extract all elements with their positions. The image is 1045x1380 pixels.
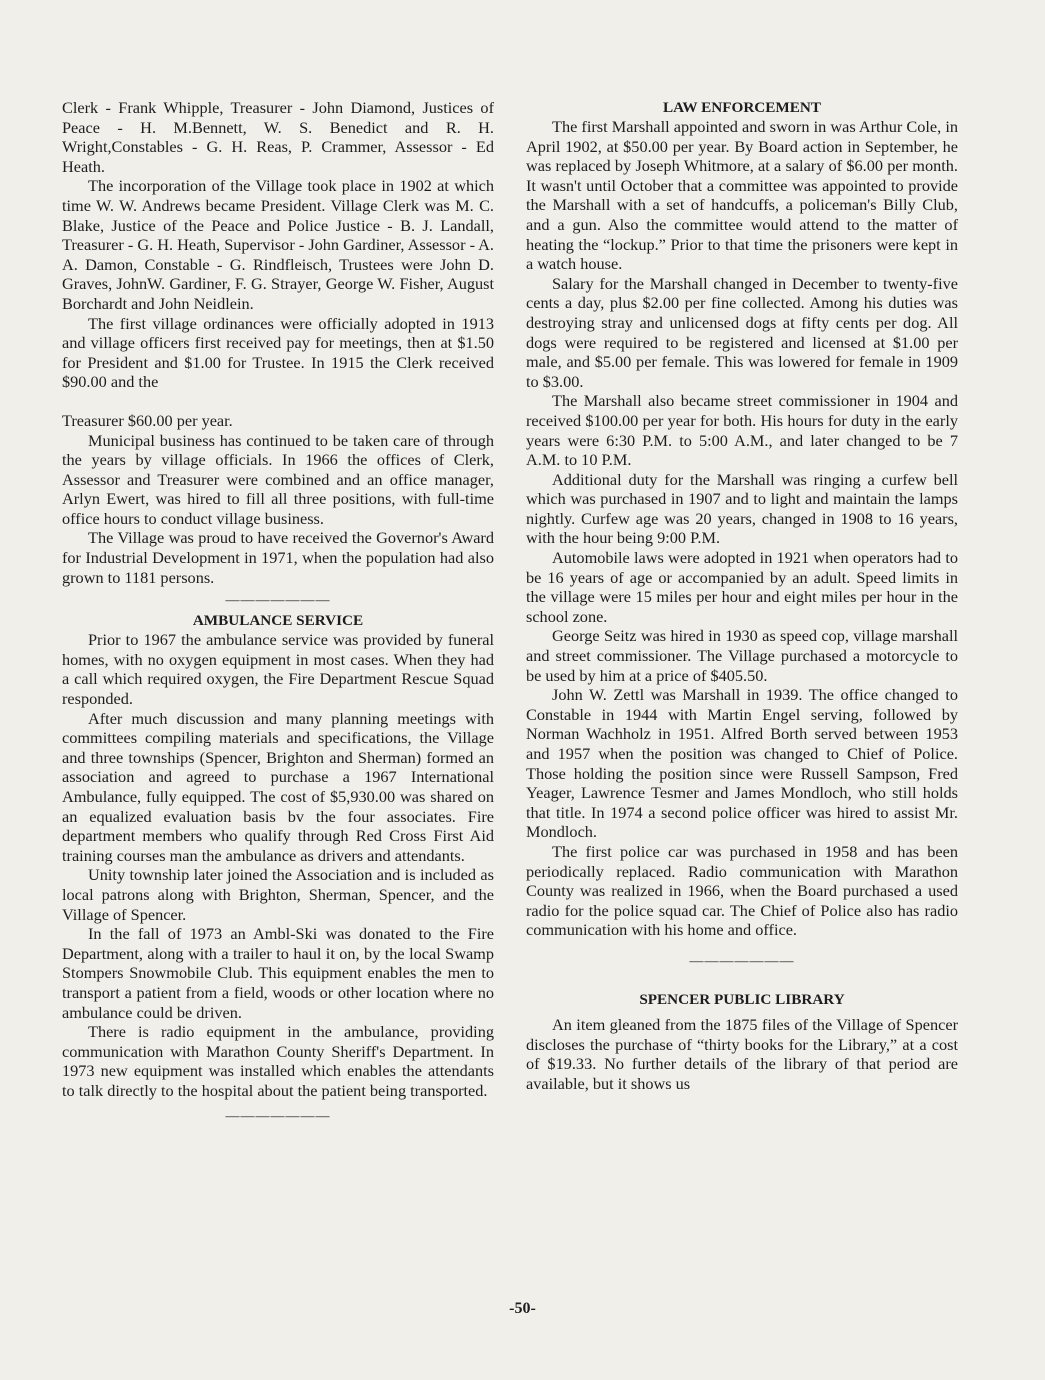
right-column (526, 98, 958, 1093)
section-divider: ——————— (689, 953, 795, 969)
paragraph: In the fall of 1973 an Ambl-Ski was donated to the Fire Department, along with a trailer to haul it on, by the local Swamp Stompers Snowmobile Club. This equipment enables the men to transport a patient from a field, woods or other location where no ambulance could be driven. (62, 924, 494, 1022)
paragraph: John W. Zettl was Marshall in 1939. The office changed to Constable in 1944 with Martin Engel serving, followed by Norman Wachholz in 1951. Alfred Borth served between 1953 and 1957 when the position was changed to Chief of Police. Those holding the position since were Russell Sampson, Fred Yeager, Lawrence Tesmer and James Mondloch, who still holds that title. In 1974 a second police officer was hired to assist Mr. Mondloch. (526, 685, 958, 842)
paragraph: The Marshall also became street commissioner in 1904 and received $100.00 per year for both. His hours for duty in the early years were 6:30 P.M. to 5:00 A.M., and later changed to be 7 A.M. to 10 P.M. (526, 391, 958, 470)
section-heading-law-enforcement: LAW ENFORCEMENT (663, 99, 821, 116)
paragraph: Clerk - Frank Whipple, Treasurer - John Diamond, Justices of Peace - H. M.Bennett, W. S. Benedict and R. H. Wright,Constables - G. H. Reas, P. Crammer, Assessor - Ed Heath. (62, 98, 494, 176)
paragraph: The first Marshall appointed and sworn in was Arthur Cole, in April 1902, at $50.00 per year. By Board action in September, he was replaced by Joseph Whitmore, at a salary of $6.00 per month. It wasn't until October that a committee was appointed to provide the Marshall with a set of handcuffs, a policeman's Billy Club, and a gun. Also the committee would attend to the matter of heating the “lockup.” Prior to that time the prisoners were kept in a watch house. (526, 117, 958, 274)
section-heading-ambulance: AMBULANCE SERVICE (192, 612, 364, 630)
paragraph: George Seitz was hired in 1930 as speed cop, village marshall and street commissioner. The Village purchased a motorcycle to be used by him at a price of $405.50. (526, 626, 958, 685)
paragraph: Municipal business has continued to be taken care of through the years by village officials. In 1966 the offices of Clerk, Assessor and Treasurer were combined and an office manager, Arlyn Ewert, was hired to fill all three positions, with full-time office hours to conduct village business. (62, 430, 494, 528)
paragraph: The incorporation of the Village took place in 1902 at which time W. W. Andrews became President. Village Clerk was M. C. Blake, Justice of the Peace and Police Justice - B. J. Landall, Treasurer - G. H. Heath, Supervisor - John Gardiner, Assessor - A. A. Damon, Constable - G. Rindfleisch, Trustees were John D. Graves, JohnW. Gardiner, F. G. Strayer, George W. Fisher, August Borchardt and John Neidlein. (62, 176, 494, 313)
paragraph: The first village ordinances were officially adopted in 1913 and village officers first received pay for meetings, then at $1.50 for President and $1.00 for Trustee. In 1915 the Clerk received $90.00 and the (62, 313, 494, 392)
paragraph: Additional duty for the Marshall was ringing a curfew bell which was purchased in 1907 and to light and maintain the lamps nightly. Curfew age was 20 years, changed in 1908 to 16 years, with the hour being 9:00 P.M. (526, 469, 958, 548)
paragraph: Prior to 1967 the ambulance service was provided by funeral homes, with no oxygen equipment in most cases. When they had a call which required oxygen, the Fire Department Rescue Squad responded. (62, 630, 494, 709)
paragraph: There is radio equipment in the ambulance, providing communication with Marathon County Sheriff's Department. In 1973 new equipment was installed which enables the attendants to talk directly to the hospital about the patient being transported. (62, 1022, 494, 1100)
section-divider: ——————— (225, 1108, 331, 1124)
paragraph: Unity township later joined the Association and is included as local patrons along with Brighton, Sherman, Spencer, and the Village of Spencer. (62, 865, 494, 924)
section-heading-library: SPENCER PUBLIC LIBRARY (639, 990, 845, 1008)
paragraph: The first police car was purchased in 1958 and has been periodically replaced. Radio communication with Marathon County was realized in 1966, when the Board purchased a used radio for the police squad car. The Chief of Police also has radio communication with his home and office. (526, 841, 958, 940)
paragraph: Automobile laws were adopted in 1921 when operators had to be 16 years of age or accompanied by an adult. Speed limits in the village were 15 miles per hour and eight miles per hour in the school zone. (526, 548, 958, 626)
paragraph: Treasurer $60.00 per year. (62, 410, 233, 430)
paragraph: The Village was proud to have received the Governor's Award for Industrial Development in 1971, when the population had also grown to 1181 persons. (62, 528, 494, 587)
paragraph: An item gleaned from the 1875 files of the Village of Spencer discloses the purchase of “thirty books for the Library,” at a cost of $19.33. No further details of the library of that period are available, but it shows us (526, 1014, 958, 1093)
page-number: -50- (509, 1300, 536, 1317)
section-divider: ——————— (225, 593, 331, 609)
left-column (62, 98, 494, 1125)
column-gap (62, 392, 494, 411)
paragraph: Salary for the Marshall changed in December to twenty-five cents a day, plus $2.00 per fine collected. Among his duties was destroying stray and unlicensed dogs at fifty cents per dog. All dogs were required to be registered and licensed at $1.00 per male, and $5.00 per female. This was lowered for female in 1909 to $3.00. (526, 273, 958, 391)
paragraph: After much discussion and many planning meetings with committees compiling materials and specifications, the Village and three townships (Spencer, Brighton and Sherman) formed an association and agreed to purchase a 1967 International Ambulance, fully equipped. The cost of $5,930.00 was shared on an equalized evaluation basis bv the four associates. Fire department members who qualify through Red Cross First Aid training courses man the ambulance as drivers and attendants. (62, 708, 494, 865)
